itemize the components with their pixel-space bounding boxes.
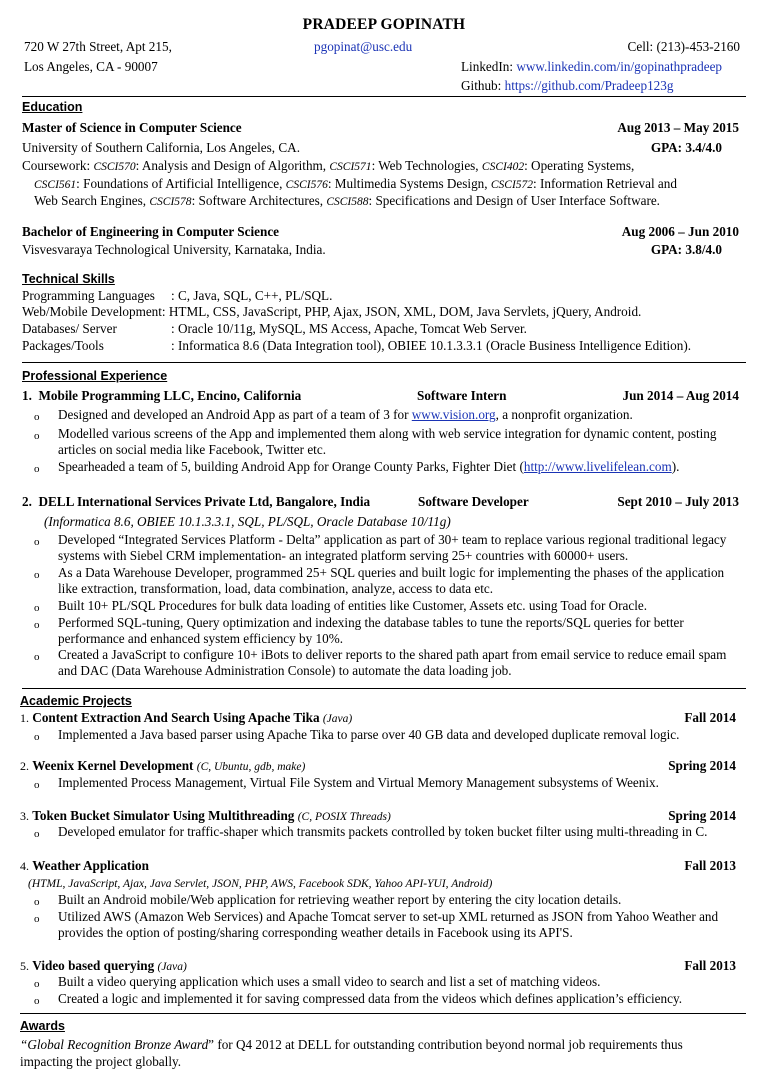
job1-role: Software Intern xyxy=(417,388,507,403)
project-name: Video based querying xyxy=(32,958,155,973)
course-code: CSCI588 xyxy=(326,196,369,208)
project5-bullet: Built a video querying application which uses a small video to search and list a set of matching videos. xyxy=(58,974,601,989)
bullet-glyph: o xyxy=(34,411,40,423)
award-name: “Global Recognition Bronze Award xyxy=(20,1037,209,1052)
job2-bullet: Performed SQL-tuning, Query optimization and indexing the database tables to tune the reports/SQL queries for better performance and enhanced system efficiency by 10%. xyxy=(58,615,684,646)
experience-heading: Professional Experience xyxy=(22,369,168,383)
cell-phone: Cell: (213)-453-2160 xyxy=(627,39,740,54)
job-company: Mobile Programming LLC, Encino, California xyxy=(38,388,302,403)
livelifelean-link[interactable]: http://www.livelifelean.com xyxy=(523,459,672,474)
linkedin-label: LinkedIn: xyxy=(461,59,514,74)
bullet-text: Designed and developed an Android App as part of a team of 3 for xyxy=(58,407,412,422)
be-gpa: GPA: 3.8/4.0 xyxy=(650,242,722,257)
project2-header xyxy=(20,758,746,775)
project3-header xyxy=(20,808,746,825)
project-number: 1. xyxy=(20,711,29,725)
project1-header xyxy=(20,710,746,727)
project-tech: (C, Ubuntu, gdb, make) xyxy=(196,761,306,773)
project-name: Content Extraction And Search Using Apache Tika xyxy=(32,710,320,725)
skill-value: HTML, CSS, JavaScript, PHP, Ajax, JSON, XML, DOM, Java Servlets, jQuery, Android. xyxy=(168,304,642,319)
candidate-name: PRADEEP GOPINATH xyxy=(302,16,466,33)
bullet-glyph: o xyxy=(34,995,40,1007)
skill-value: : Oracle 10/11g, MySQL, MS Access, Apache, Tomcat Web Server. xyxy=(171,321,527,336)
bullet-glyph: o xyxy=(34,978,40,990)
project3-bullet: Developed emulator for traffic-shaper which transmits packets controlled by token bucket filter using multi-threading in C. xyxy=(58,824,708,839)
coursework-line-1 xyxy=(22,158,746,175)
header-divider xyxy=(22,96,746,97)
coursework-label: Coursework: xyxy=(22,158,91,173)
job1-dates: Jun 2014 – Aug 2014 xyxy=(622,388,739,403)
job2-role: Software Developer xyxy=(418,494,529,509)
project-name: Weather Application xyxy=(32,858,149,873)
education-heading: Education xyxy=(22,100,83,114)
project5-bullet: Created a logic and implemented it for saving compressed data from the videos which defines application’s efficiency. xyxy=(58,991,683,1006)
ms-degree: Master of Science in Computer Science xyxy=(22,120,242,135)
bullet-text: Spearheaded a team of 5, building Android App for Orange County Parks, Fighter Diet ( xyxy=(58,459,524,474)
bullet-glyph: o xyxy=(34,828,40,840)
coursework-line-3 xyxy=(34,193,746,210)
course-name: : Analysis and Design of Algorithm, xyxy=(135,158,327,173)
project4-header xyxy=(20,858,746,874)
job2-bullet: Created a JavaScript to configure 10+ iBots to deliver reports to the shared path apart from email service to reduce email spam and DAC (Data Warehouse Administration Console) to automate the data loading job. xyxy=(58,647,727,678)
address-line-2: Los Angeles, CA - 90007 xyxy=(24,59,158,74)
course-name: : Specifications and Design of User Interface Software. xyxy=(368,193,660,208)
job2-bullet: As a Data Warehouse Developer, programmed 25+ SQL queries and built logic for implementing the phases of the application like extraction, transformation, load, data combination, analyze, access to data etc. xyxy=(58,565,725,596)
bullet-glyph: o xyxy=(34,619,40,631)
skill-label: Packages/Tools xyxy=(22,338,104,353)
bullet-text: ). xyxy=(671,459,680,474)
project-tech: (Java) xyxy=(157,961,187,973)
github-line xyxy=(461,78,673,94)
skills-heading: Technical Skills xyxy=(22,272,115,286)
project-number: 5. xyxy=(20,959,29,973)
course-code: CSCI571 xyxy=(329,161,372,173)
job-number: 1. xyxy=(22,388,32,403)
job1-bullet: Modelled various screens of the App and implemented them along with web service integration for dynamic content, posting articles on social media like Facebook, Twitter etc. xyxy=(58,426,717,457)
project1-bullet: Implemented a Java based parser using Apache Tika to parse over 40 GB data and developed duplicate removal logic. xyxy=(58,727,680,742)
job-number: 2. xyxy=(22,494,32,509)
bullet-glyph: o xyxy=(34,602,40,614)
project2-date: Spring 2014 xyxy=(668,758,736,773)
project5-header xyxy=(20,958,746,975)
project-tech: (Java) xyxy=(322,713,353,725)
award-entry xyxy=(20,1036,728,1070)
project2-bullet: Implemented Process Management, Virtual File System and Virtual Memory Management subsystems of Weenix. xyxy=(58,775,659,790)
github-link[interactable]: https://github.com/Pradeep123g xyxy=(504,78,674,93)
bullet-glyph: o xyxy=(34,569,40,581)
skill-label: Databases/ Server xyxy=(22,321,117,336)
email-link[interactable]: pgopinat@usc.edu xyxy=(314,39,413,54)
project4-date: Fall 2013 xyxy=(684,858,736,873)
course-code: CSCI576 xyxy=(285,179,328,191)
job1-bullet xyxy=(58,407,744,423)
course-name: : Web Technologies, xyxy=(371,158,479,173)
project-name: Weenix Kernel Development xyxy=(32,758,194,773)
course-name: : Multimedia Systems Design, xyxy=(327,176,488,191)
ms-dates: Aug 2013 – May 2015 xyxy=(617,120,739,135)
skill-value: : C, Java, SQL, C++, PL/SQL. xyxy=(171,288,333,303)
github-label: Github: xyxy=(461,78,502,93)
bullet-glyph: o xyxy=(34,463,40,475)
skill-value: : Informatica 8.6 (Data Integration tool), OBIEE 10.1.3.3.1 (Oracle Business Intelligence Edition). xyxy=(171,338,692,353)
course-code: CSCI578 xyxy=(149,196,192,208)
course-code: CSCI572 xyxy=(490,179,534,191)
linkedin-link[interactable]: www.linkedin.com/in/gopinathpradeep xyxy=(516,59,723,74)
job2-dates: Sept 2010 – July 2013 xyxy=(617,494,739,509)
bullet-glyph: o xyxy=(34,536,40,548)
project-number: 4. xyxy=(20,859,29,873)
project4-tech: (HTML, JavaScript, Ajax, Java Servlet, JSON, PHP, AWS, Facebook SDK, Yahoo API-YUI, Android) xyxy=(28,878,493,890)
linkedin-line xyxy=(461,59,722,75)
be-degree: Bachelor of Engineering in Computer Science xyxy=(22,224,280,239)
project5-date: Fall 2013 xyxy=(684,958,736,973)
course-code: CSCI402 xyxy=(481,161,525,173)
bullet-glyph: o xyxy=(34,430,40,442)
skills-divider xyxy=(22,362,746,363)
project3-date: Spring 2014 xyxy=(668,808,736,823)
projects-divider xyxy=(20,1013,746,1014)
ms-gpa: GPA: 3.4/4.0 xyxy=(650,140,722,155)
bullet-text: , a nonprofit organization. xyxy=(495,407,633,422)
skill-label: Programming Languages xyxy=(22,288,155,303)
job2-tech: (Informatica 8.6, OBIEE 10.1.3.3.1, SQL, PL/SQL, Oracle Database 10/11g) xyxy=(44,514,451,529)
project-name: Token Bucket Simulator Using Multithreading xyxy=(32,808,295,823)
course-code: CSCI570 xyxy=(93,161,136,173)
skill-label xyxy=(22,304,641,320)
project4-bullet: Utilized AWS (Amazon Web Services) and Apache Tomcat server to set-up XML returned as JSON from Yahoo Weather and provides the option of posting/sharing corresponding weather details in Facebook using its API'S. xyxy=(58,909,719,940)
coursework-line-2 xyxy=(34,176,746,193)
skill-label-text: Web/Mobile Development: xyxy=(22,304,166,319)
project-number: 2. xyxy=(20,759,29,773)
be-school: Visvesvaraya Technological University, Karnataka, India. xyxy=(22,242,326,257)
course-code: CSCI561 xyxy=(34,179,77,191)
project-tech: (C, POSIX Threads) xyxy=(297,811,391,823)
bullet-glyph: o xyxy=(34,779,40,791)
address-line-1: 720 W 27th Street, Apt 215, xyxy=(24,39,172,54)
course-name: : Information Retrieval and xyxy=(533,176,677,191)
project-number: 3. xyxy=(20,809,29,823)
bullet-glyph: o xyxy=(34,913,40,925)
bullet-glyph: o xyxy=(34,731,40,743)
job2-bullet: Developed “Integrated Services Platform - Delta” application as part of 30+ team to replace various regional traditional legacy systems with Siebel CRM implementation- an integrated platform serving 25+ countries with 60000+ users. xyxy=(58,532,727,563)
vision-link[interactable]: www.vision.org xyxy=(411,407,496,422)
course-name: : Foundations of Artificial Intelligence, xyxy=(76,176,283,191)
be-dates: Aug 2006 – Jun 2010 xyxy=(621,224,739,239)
course-name: : Operating Systems, xyxy=(524,158,635,173)
bullet-glyph: o xyxy=(34,896,40,908)
experience-divider xyxy=(22,688,746,689)
project4-bullet: Built an Android mobile/Web application for retrieving weather report by entering the city location details. xyxy=(58,892,622,907)
ms-school: University of Southern California, Los Angeles, CA. xyxy=(22,140,300,155)
coursework-prefix: Web Search Engines, xyxy=(34,193,147,208)
award-description: ” for Q4 2012 at DELL for outstanding contribution beyond normal job requirements thus impacting the project globally. xyxy=(20,1037,683,1069)
course-name: : Software Architectures, xyxy=(191,193,324,208)
projects-heading: Academic Projects xyxy=(20,694,132,708)
project1-date: Fall 2014 xyxy=(684,710,736,725)
bullet-glyph: o xyxy=(34,651,40,663)
job2-bullet: Built 10+ PL/SQL Procedures for bulk data loading of entities like Customer, Assets etc. using Toad for Oracle. xyxy=(58,598,648,613)
awards-heading: Awards xyxy=(20,1019,65,1033)
job1-bullet xyxy=(58,459,744,475)
job-company: DELL International Services Private Ltd, Bangalore, India xyxy=(38,494,371,509)
